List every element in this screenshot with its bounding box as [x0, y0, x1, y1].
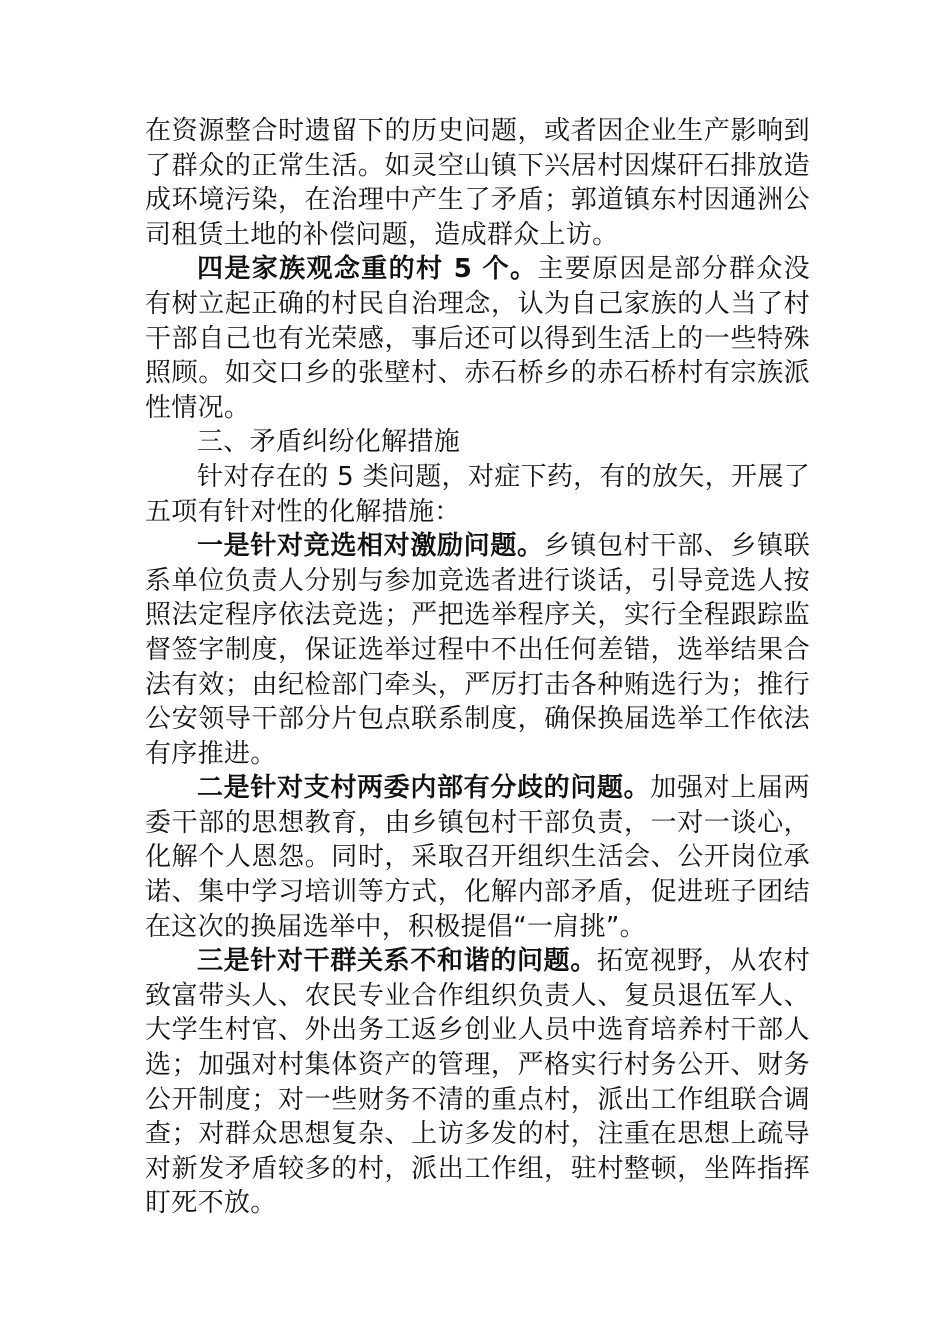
- paragraph-text: 在资源整合时遗留下的历史问题，或者因企业生产影响到了群众的正常生活。如灵空山镇下兴居村因煤矸石排放造成环境污染，在治理中产生了矛盾；郭道镇东村因通洲公司租赁土地的补偿问题，造成群众上访。: [145, 116, 810, 250]
- paragraph-intro-measures: [145, 460, 810, 529]
- paragraph-text: 主要原因是部分群众没有树立起正确的村民自治理念，认为自己家族的人当了村干部自己也有光荣感，事后还可以得到生活上的一些特殊照顾。如交口乡的张壁村、赤石桥乡的赤石桥村有宗族派性情况。: [145, 254, 810, 423]
- paragraph-text: 加强对上届两委干部的思想教育，由乡镇包村干部负责，一对一谈心，化解个人恩怨。同时，采取召开组织生活会、公开岗位承诺、集中学习培训等方式，化解内部矛盾，促进班子团结在这次的换届选举中，积极提倡“一肩挑”。: [145, 773, 810, 942]
- paragraph-text: 针对存在的 5 类问题，对症下药，有的放矢，开展了五项有针对性的化解措施：: [145, 461, 810, 527]
- paragraph-continuation: [145, 114, 810, 252]
- section-heading-text: 三、矛盾纠纷化解措施: [197, 427, 461, 458]
- document-page: [145, 114, 810, 1221]
- paragraph-text: 乡镇包村干部、乡镇联系单位负责人分别与参加竞选者进行谈话，引导竞选人按照法定程序依法竞选；严把选举程序关，实行全程跟踪监督签字制度，保证选举过程中不出任何差错，选举结果合法有效；由纪检部门牵头，严厉打击各种贿选行为；推行公安领导干部分片包点联系制度，确保换届选举工作依法有序推进。: [145, 531, 810, 769]
- paragraph-lead: 一是针对竞选相对激励问题。: [197, 531, 544, 562]
- paragraph-lead: 三是针对干群关系不和谐的问题。: [197, 946, 598, 977]
- paragraph-lead: 二是针对支村两委内部有分歧的问题。: [197, 773, 651, 804]
- paragraph-lead: 四是家族观念重的村 5 个。: [197, 254, 538, 285]
- paragraph-measure-three: [145, 944, 810, 1221]
- paragraph-family-villages: [145, 252, 810, 425]
- section-heading: [145, 425, 810, 460]
- paragraph-measure-one: [145, 529, 810, 771]
- paragraph-text: 拓宽视野，从农村致富带头人、农民专业合作组织负责人、复员退伍军人、大学生村官、外出务工返乡创业人员中选育培养村干部人选；加强对村集体资产的管理，严格实行村务公开、财务公开制度；对一些财务不清的重点村，派出工作组联合调查；对群众思想复杂、上访多发的村，注重在思想上疏导对新发矛盾较多的村，派出工作组，驻村整顿，坐阵指挥盯死不放。: [145, 946, 810, 1219]
- paragraph-measure-two: [145, 771, 810, 944]
